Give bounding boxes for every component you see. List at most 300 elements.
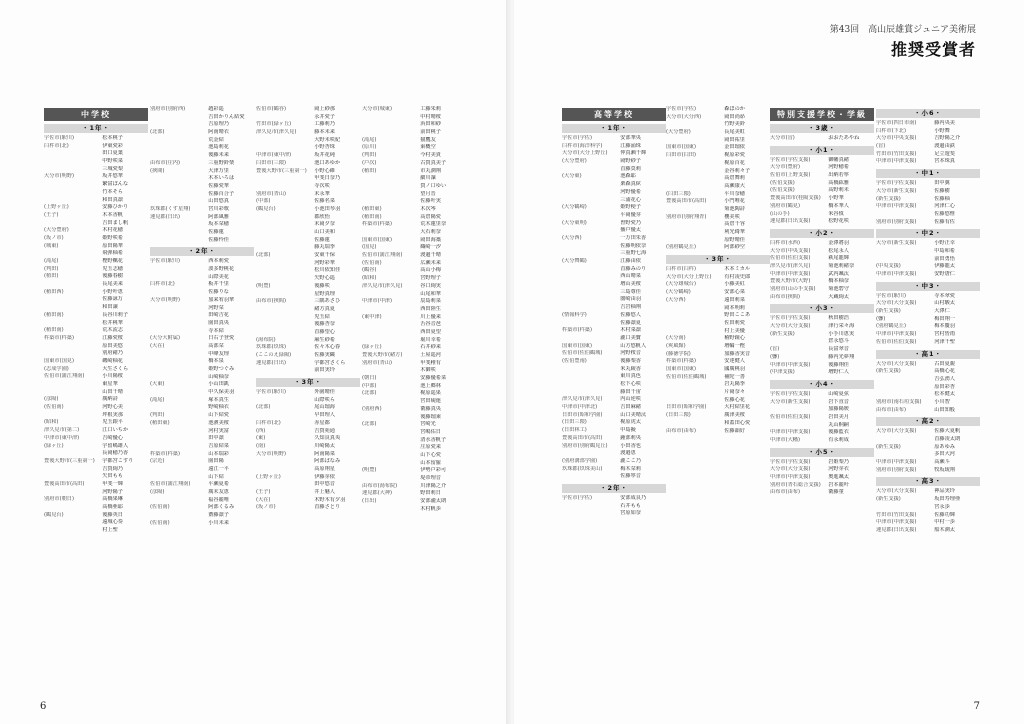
winner-row (362, 337, 466, 345)
winner-row (770, 459, 874, 467)
school-name: 大分市(大分支援) (770, 323, 811, 330)
winner-name: 藤本未来 (314, 129, 335, 136)
school-name: 中津市(東中津) (44, 434, 80, 441)
school-name: 由布市(庄内) (150, 159, 180, 166)
school-name: (藤徳学院) (666, 350, 691, 357)
grade-heading: ・小5・ (770, 448, 874, 457)
winner-row (562, 197, 666, 205)
winner-row (44, 373, 148, 381)
school-name: (大分東) (562, 173, 582, 180)
school-name: 宇佐市(宇佐支援) (770, 156, 811, 163)
winner-row (150, 221, 254, 229)
column (150, 106, 254, 527)
winner-row (150, 435, 254, 443)
school-name: 玖珠郡(玖珠) (256, 344, 286, 351)
school-name (562, 335, 620, 343)
school-name (256, 458, 314, 466)
winner-row (770, 263, 874, 271)
winner-name: 中久保美羽 (208, 389, 235, 396)
winner-name: 小野心維 (314, 167, 335, 174)
winner-name: 田中悠音 (314, 481, 335, 488)
winner-row (876, 196, 980, 204)
winner-row (256, 183, 360, 191)
winner-row (362, 306, 466, 314)
winner-name: 山際咲ら (314, 396, 335, 403)
winner-row (256, 397, 360, 405)
column (256, 106, 360, 512)
school-name: (東中津) (362, 313, 382, 320)
winner-name: 河野陽子 (102, 488, 123, 495)
winner-name: 後藤翔佳 (828, 361, 849, 368)
winner-row (150, 229, 254, 237)
winner-row (44, 343, 148, 351)
winner-name: 阿南晴衣 (208, 129, 229, 136)
school-name (362, 229, 420, 237)
winner-name: 和田真凛 (102, 196, 123, 203)
school-name: 竹田市(竹田支援) (876, 150, 917, 157)
school-name (876, 436, 934, 444)
winner-row (150, 152, 254, 160)
winner-name: 金澤將羽 (828, 239, 849, 246)
winner-row (562, 189, 666, 197)
winner-name: 西田夏望 (420, 328, 441, 335)
winner-row (666, 214, 770, 222)
winner-name: 木野木有夕羽 (314, 496, 346, 503)
school-name (150, 274, 208, 282)
winner-name: 久知良真央 (314, 435, 341, 442)
school-name (256, 114, 314, 122)
winner-row (666, 266, 770, 274)
school-name: 大分市(新生支援) (876, 187, 917, 194)
winner-name: 佐藤叶実 (420, 198, 441, 205)
winner-name: 加藤香実音 (724, 350, 751, 357)
winner-row (150, 328, 254, 336)
school-name (362, 437, 420, 445)
winner-row (150, 198, 254, 206)
school-name: 別府市(別府西) (150, 106, 186, 112)
winner-name: 中村晴桜 (420, 113, 441, 120)
school-name (362, 329, 420, 337)
winner-row (44, 350, 148, 358)
school-name: 杵築市(杵築) (44, 334, 74, 341)
school-name (44, 304, 102, 312)
winner-name: 寺本結 (208, 327, 224, 334)
column (770, 106, 874, 497)
winner-row (150, 137, 254, 145)
winner-row (256, 160, 360, 168)
winner-row (666, 366, 770, 374)
school-name: (別府西) (362, 405, 382, 412)
school-name (666, 229, 724, 237)
school-name: 中津市(中津北) (562, 404, 598, 411)
school-name: 中津市(大幡) (770, 437, 800, 443)
winner-row (362, 498, 466, 506)
winner-name: 宇都宮こすり (102, 457, 134, 464)
winner-row (876, 488, 980, 496)
school-name (44, 197, 102, 205)
winner-name: 原野晴佳 (724, 236, 745, 243)
school-name: (日田林工) (562, 427, 587, 434)
winner-row (362, 390, 466, 398)
school-name: (大分舞鶴) (562, 258, 587, 264)
winner-row (362, 221, 466, 229)
school-name: 速見郡(日出) (150, 213, 180, 220)
winner-name: 高橋亜耶 (102, 504, 123, 510)
category-heading: 高等学校 (562, 108, 666, 121)
winner-name: 首藤凌太朗 (934, 436, 961, 442)
winner-row (44, 150, 148, 158)
winner-name: 大生さくら (102, 365, 129, 372)
school-name: 宇佐市(宇佐支援) (770, 458, 811, 465)
winner-row (362, 114, 466, 122)
school-name: 大分市(豊府) (770, 164, 800, 171)
winner-row (362, 490, 466, 498)
school-name: (佐伯南) (44, 404, 64, 411)
winner-row (44, 466, 148, 474)
school-name: (王子) (256, 489, 271, 495)
school-name: 竹田市(竹田支援) (876, 511, 917, 518)
winner-row (256, 306, 360, 314)
winner-row (562, 281, 666, 289)
winner-row (362, 168, 466, 176)
winner-name: 佐藤怜佳 (208, 236, 229, 243)
school-name: (稙田南) (44, 327, 64, 334)
winner-name: 木次岑 (420, 205, 436, 212)
winner-row (362, 429, 466, 437)
winner-row (150, 274, 254, 282)
winner-name: 後藤杏奈 (314, 321, 335, 328)
winner-name: 野崎柚衣 (208, 404, 229, 411)
school-name: (城東) (44, 242, 59, 249)
winner-name: 堀川幸希 (420, 336, 441, 343)
grade-heading: ・3年・ (256, 378, 360, 387)
winner-name: 外園晴佳 (314, 389, 335, 396)
school-name: (新生支援) (876, 195, 901, 202)
winner-name: 竹本そら (102, 188, 123, 195)
winner-row (150, 428, 254, 436)
school-name: (別府鶴見丘) (666, 244, 696, 251)
winner-row (876, 293, 980, 301)
winner-name: 佐藤悠人 (620, 311, 641, 318)
winner-row (44, 158, 148, 166)
left-page (0, 0, 510, 724)
winner-row (44, 327, 148, 335)
school-name: 別府市(別府翔青) (666, 213, 707, 220)
winner-name: 姫野つぐみ (208, 366, 235, 372)
winner-row (256, 152, 360, 160)
school-name (44, 220, 102, 228)
winner-name: 織崎一汐 (420, 244, 441, 251)
winner-row (770, 255, 874, 263)
winner-row (562, 381, 666, 389)
winner-name: 中島擬 (620, 427, 636, 434)
winner-row (770, 489, 874, 497)
winner-name: 村上美優 (724, 327, 745, 334)
winner-name: 佐藤百合子 (208, 190, 235, 197)
winner-name: 瀧口美寶 (620, 334, 641, 341)
winner-name: 佐々木心春 (314, 344, 341, 351)
winner-name: 星野真理 (314, 290, 335, 297)
winner-name: 長尾美来 (102, 281, 123, 288)
winner-row (876, 496, 980, 504)
winner-row (876, 361, 980, 369)
winner-name: 大澤仁 (934, 308, 950, 315)
winner-row (256, 489, 360, 497)
school-name: 佐伯市(佐伯支援) (770, 255, 811, 262)
winner-name: 伊東愛彩 (102, 142, 123, 149)
winner-name: 安藤ひかり (102, 204, 129, 211)
winner-row (562, 204, 666, 212)
winner-name: 安部華央 (620, 135, 641, 141)
winner-name: 金谷莉々子 (724, 167, 751, 174)
winner-name: 佐藤りな (208, 289, 229, 296)
winner-row (666, 320, 770, 328)
school-name: 宇佐市(駅川) (876, 292, 906, 299)
school-name: (朝日) (362, 375, 377, 382)
winner-row (876, 459, 980, 467)
winner-row (150, 129, 254, 137)
school-name (562, 450, 620, 458)
winner-name: 三浦花心 (620, 196, 641, 203)
winner-row (256, 337, 360, 345)
school-name (44, 189, 102, 197)
school-name (150, 320, 208, 328)
winner-row (256, 389, 360, 397)
school-name (150, 443, 208, 451)
school-name (150, 152, 208, 160)
winner-row (666, 144, 770, 152)
winner-row (362, 252, 466, 260)
winner-name: 安部成良乃 (620, 494, 647, 501)
winner-row (876, 263, 980, 271)
winner-row (770, 164, 874, 172)
winner-row (44, 419, 148, 427)
winner-row (770, 315, 874, 323)
winner-row (256, 137, 360, 145)
school-name: (情報科学) (562, 311, 587, 318)
winner-name: 和蓋田心愛 (724, 419, 751, 426)
school-name (362, 475, 420, 483)
school-name (150, 358, 208, 366)
school-name (362, 175, 420, 183)
school-name: 大分市(盲) (770, 135, 795, 141)
winner-name: 佐藤韻好 (724, 427, 745, 434)
winner-name: 船木潤太 (934, 526, 955, 533)
school-name (44, 166, 102, 174)
winner-row (770, 218, 874, 226)
winner-row (44, 473, 148, 481)
school-name (876, 376, 934, 384)
winner-name: 大石莉奈 (420, 229, 441, 235)
winner-row (770, 248, 874, 256)
grade-heading: ・小6・ (876, 109, 980, 118)
school-name: 国東市(国見) (44, 357, 74, 364)
school-name (562, 389, 620, 397)
winner-row (562, 396, 666, 404)
school-name (666, 320, 724, 328)
winner-name: 緒方真夏 (314, 305, 335, 312)
winner-row (256, 114, 360, 122)
school-name: (稙田南) (44, 311, 64, 318)
school-name: (北部) (362, 421, 377, 428)
grade-heading: ・高3・ (876, 477, 980, 486)
school-name: (臼田三隈) (666, 190, 691, 197)
school-name (362, 114, 420, 122)
school-name: 由布市(挾間) (770, 293, 800, 300)
winner-name: 江藤由依 (620, 258, 641, 264)
winner-row (666, 137, 770, 145)
school-name (362, 198, 420, 206)
winner-row (666, 404, 770, 412)
winner-row (562, 450, 666, 458)
winner-row (876, 391, 980, 399)
school-name: 豊後高田市(高田) (44, 480, 85, 487)
winner-name: 河村実富 (208, 427, 229, 434)
school-name (362, 414, 420, 422)
school-name (876, 256, 934, 264)
winner-row (150, 343, 254, 351)
winner-name: 首藤莫莉 (620, 165, 641, 172)
school-name: 別府市(別府支援) (876, 466, 917, 473)
winner-row (362, 406, 466, 414)
winner-name: 安部瀧太朗 (420, 498, 447, 505)
winner-row (362, 383, 466, 391)
school-name: 宇佐市(四日市南) (876, 120, 917, 126)
school-name (150, 305, 208, 313)
winner-name: 乗概空 (420, 144, 436, 151)
school-name: (日出) (362, 498, 377, 505)
winner-name: 甲斐一輝 (102, 480, 123, 487)
school-name: (大在) (150, 342, 165, 349)
winner-row (150, 497, 254, 505)
school-name (44, 466, 102, 474)
page-number-right: 7 (973, 701, 980, 712)
school-name (666, 328, 724, 336)
winner-row (770, 323, 874, 331)
school-name: 大分市(大分支援) (876, 428, 917, 435)
winner-name: 末永華 (314, 190, 330, 197)
winner-row (256, 466, 360, 474)
winner-name: 曽野愛乃 (620, 219, 641, 226)
school-name: 大分市(大分支援) (876, 360, 917, 367)
winner-name: 宮田硯運 (420, 398, 441, 405)
winner-row (150, 266, 254, 274)
winner-row (362, 460, 466, 468)
winner-row (150, 443, 254, 451)
winner-row (876, 120, 980, 128)
winner-name: 加来宥羽華 (208, 296, 235, 303)
school-name: (佐伯豊南) (562, 357, 587, 364)
winner-row (44, 481, 148, 489)
winner-row (44, 212, 148, 220)
winner-name: 工藤朱莉 (420, 106, 441, 112)
school-name: (北部) (256, 252, 271, 259)
winner-name: 三城愛梨 (102, 165, 123, 172)
winner-row (562, 266, 666, 274)
winner-name: 梶原彩愛 (724, 152, 745, 159)
winner-name: 橋本泉 (208, 358, 224, 365)
school-name (562, 212, 620, 220)
winner-name: 三重野七海 (620, 250, 647, 257)
winner-row (44, 358, 148, 366)
school-name (150, 428, 208, 436)
winner-name: 山下結愛 (208, 412, 229, 419)
winner-row (44, 427, 148, 435)
winner-row (770, 338, 874, 346)
school-name: 臼田市(三隈) (256, 159, 286, 166)
winner-row (362, 506, 466, 514)
winner-row (256, 458, 360, 466)
winner-name: 鍾部莉央 (620, 434, 641, 441)
winner-row (876, 527, 980, 535)
winner-row (876, 316, 980, 324)
school-name: (挾間) (150, 167, 165, 174)
winner-name: 矢田もも (102, 473, 123, 480)
school-name (150, 312, 208, 320)
winner-row (256, 244, 360, 252)
school-name: 佐伯市(蒲江翔南) (362, 252, 403, 259)
winner-name: 利光綺華 (724, 229, 745, 235)
winner-row (876, 323, 980, 331)
winner-row (562, 212, 666, 220)
winner-row (44, 143, 148, 151)
winner-name: 村上聖 (102, 527, 118, 534)
school-name: (山の手) (770, 210, 790, 217)
winner-name: 藤丸瑞季 (314, 244, 335, 251)
winner-row (666, 428, 770, 436)
winner-row (256, 367, 360, 375)
winner-row (770, 422, 874, 430)
winner-name: 宮永歩 (934, 503, 950, 510)
winner-row (44, 512, 148, 520)
winner-name: 中野咲菜 (102, 158, 123, 165)
winner-row (150, 160, 254, 168)
school-name: 別府市(朝日) (44, 496, 74, 503)
winner-row (770, 362, 874, 370)
school-name: 中津市(中津支援) (770, 361, 811, 368)
winner-name: 阿南陽菜 (314, 450, 335, 457)
winner-row (44, 243, 148, 251)
winner-name: 池濱美桜 (208, 419, 229, 426)
winner-row (256, 283, 360, 291)
winner-row (150, 397, 254, 405)
winner-name: 麻生紗希 (314, 336, 335, 343)
grade-heading: ・高2・ (876, 417, 980, 426)
school-name: 別府市(青山) (362, 359, 392, 366)
winner-row (44, 289, 148, 297)
winner-row (666, 229, 770, 237)
winner-row (562, 466, 666, 474)
winner-name: 牧坂琉翔 (934, 466, 955, 473)
winner-name: 加藤陽媛 (828, 406, 849, 413)
winner-row (562, 343, 666, 351)
winner-row (256, 168, 360, 176)
school-name: 臼杵市(海洋科学) (562, 142, 603, 149)
school-name: 豊後大野市(三重第一) (256, 167, 307, 174)
winner-name: 西本莉愛 (208, 258, 229, 265)
school-name (666, 397, 724, 405)
school-name (256, 244, 314, 252)
winner-row (256, 474, 360, 482)
winner-name: 多田大河 (934, 451, 955, 458)
school-name (666, 389, 724, 397)
winner-name: 河野彩華 (314, 259, 335, 266)
school-name (562, 373, 620, 381)
winner-row (562, 312, 666, 320)
school-name (362, 191, 420, 199)
school-name (256, 314, 314, 322)
grade-heading: ・小2・ (770, 229, 874, 238)
